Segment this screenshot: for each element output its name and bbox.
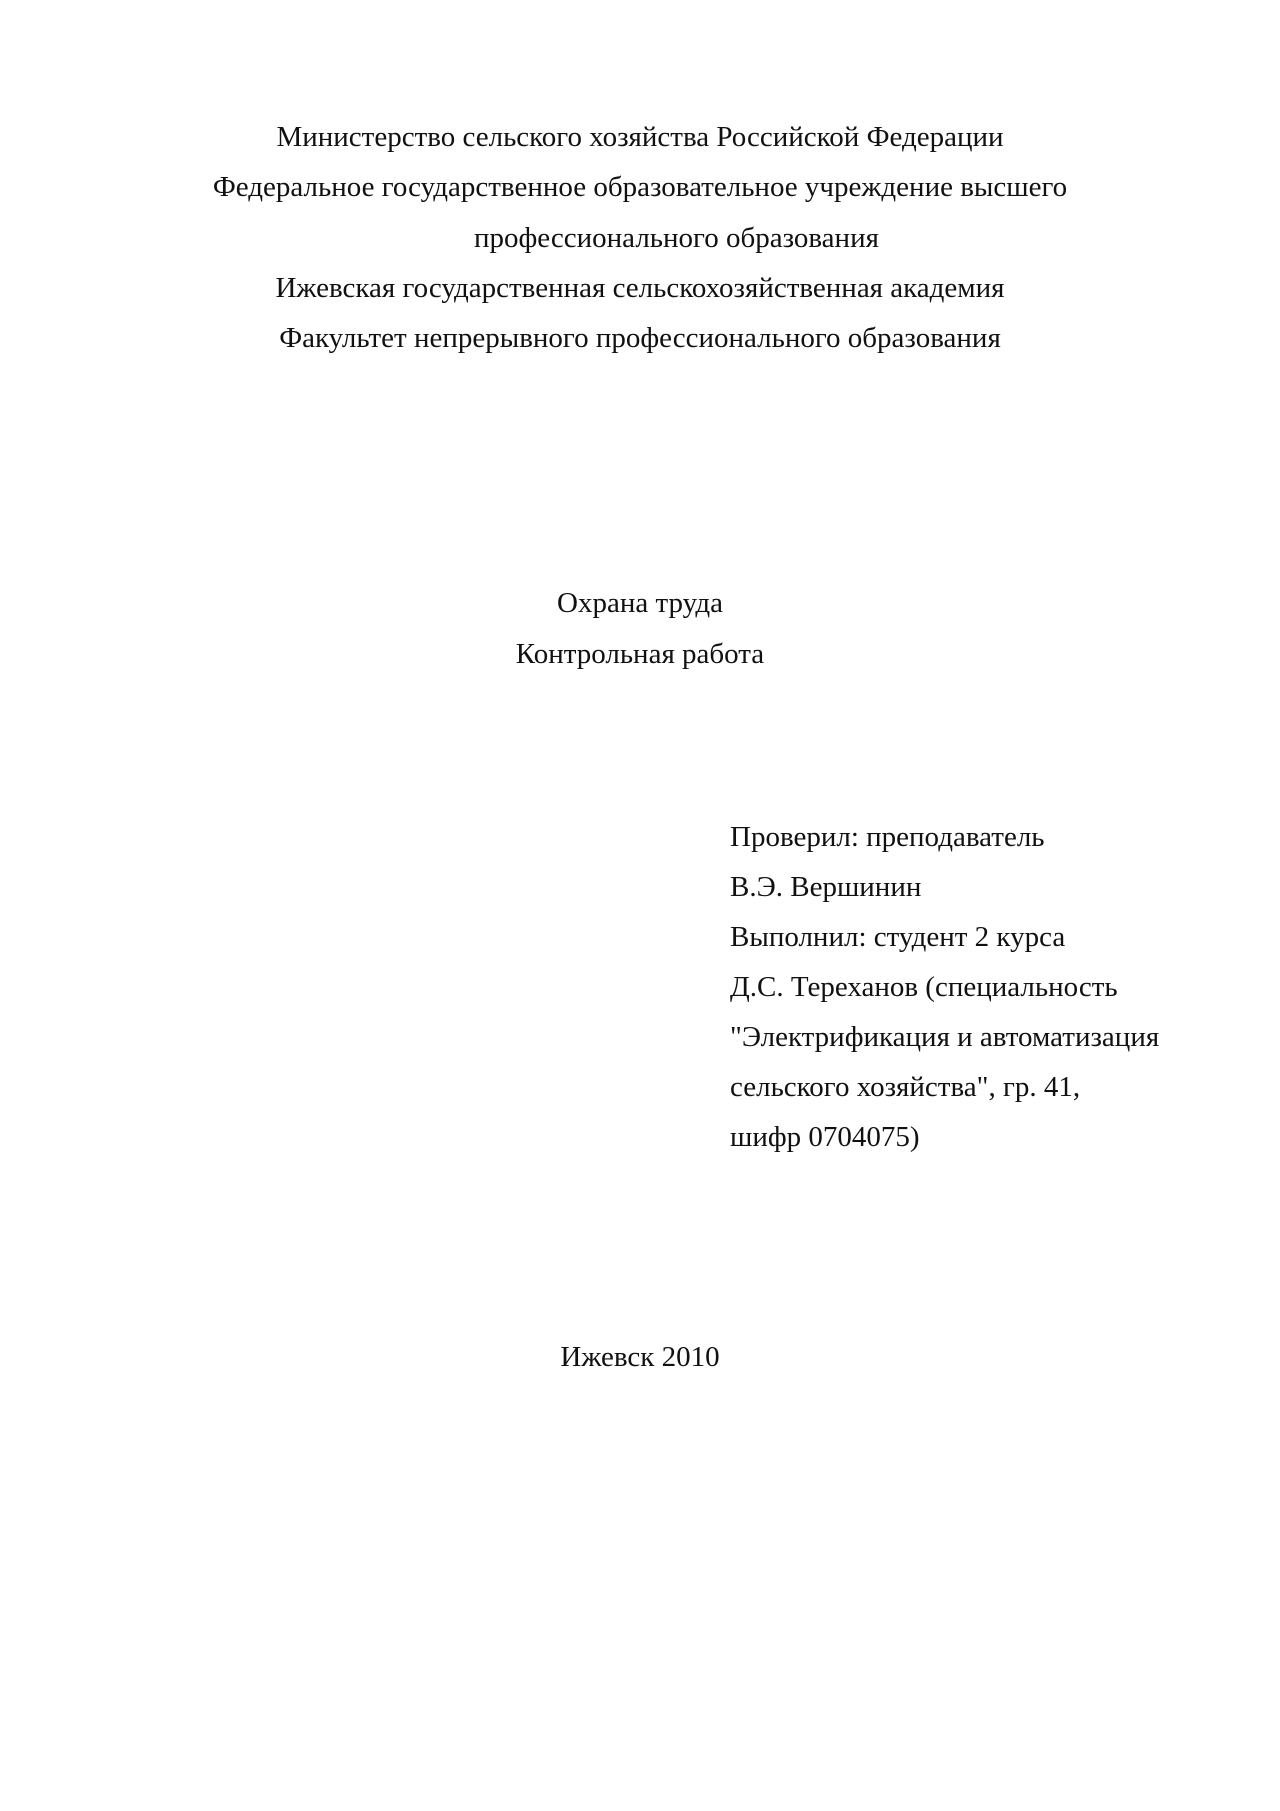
work-type-title: Контрольная работа — [515, 638, 765, 670]
reviewer-name: В.Э. Вершинин — [730, 871, 922, 903]
author-specialty: "Электрификация и автоматизация — [730, 1021, 1160, 1053]
institution-heading-line1: Федеральное государственное образовательное учреждение высшего — [212, 171, 1068, 203]
institution-heading-line2: профессионального образования — [474, 222, 879, 254]
academy-heading: Ижевская государственная сельскохозяйственная академия — [275, 272, 1005, 304]
ministry-heading: Министерство сельского хозяйства Российской Федерации — [276, 121, 1004, 153]
author-code: шифр 0704075) — [730, 1121, 920, 1153]
city-year: Ижевск 2010 — [560, 1341, 720, 1373]
author-group: сельского хозяйства", гр. 41, — [730, 1071, 1081, 1103]
faculty-heading: Факультет непрерывного профессионального образования — [279, 322, 1001, 354]
signature-block — [730, 812, 1250, 1162]
reviewer-label: Проверил: преподаватель — [730, 821, 1045, 853]
subject-title: Охрана труда — [557, 587, 723, 619]
author-label: Выполнил: студент 2 курса — [730, 921, 1066, 953]
author-name: Д.С. Тереханов (специальность — [730, 971, 1118, 1003]
